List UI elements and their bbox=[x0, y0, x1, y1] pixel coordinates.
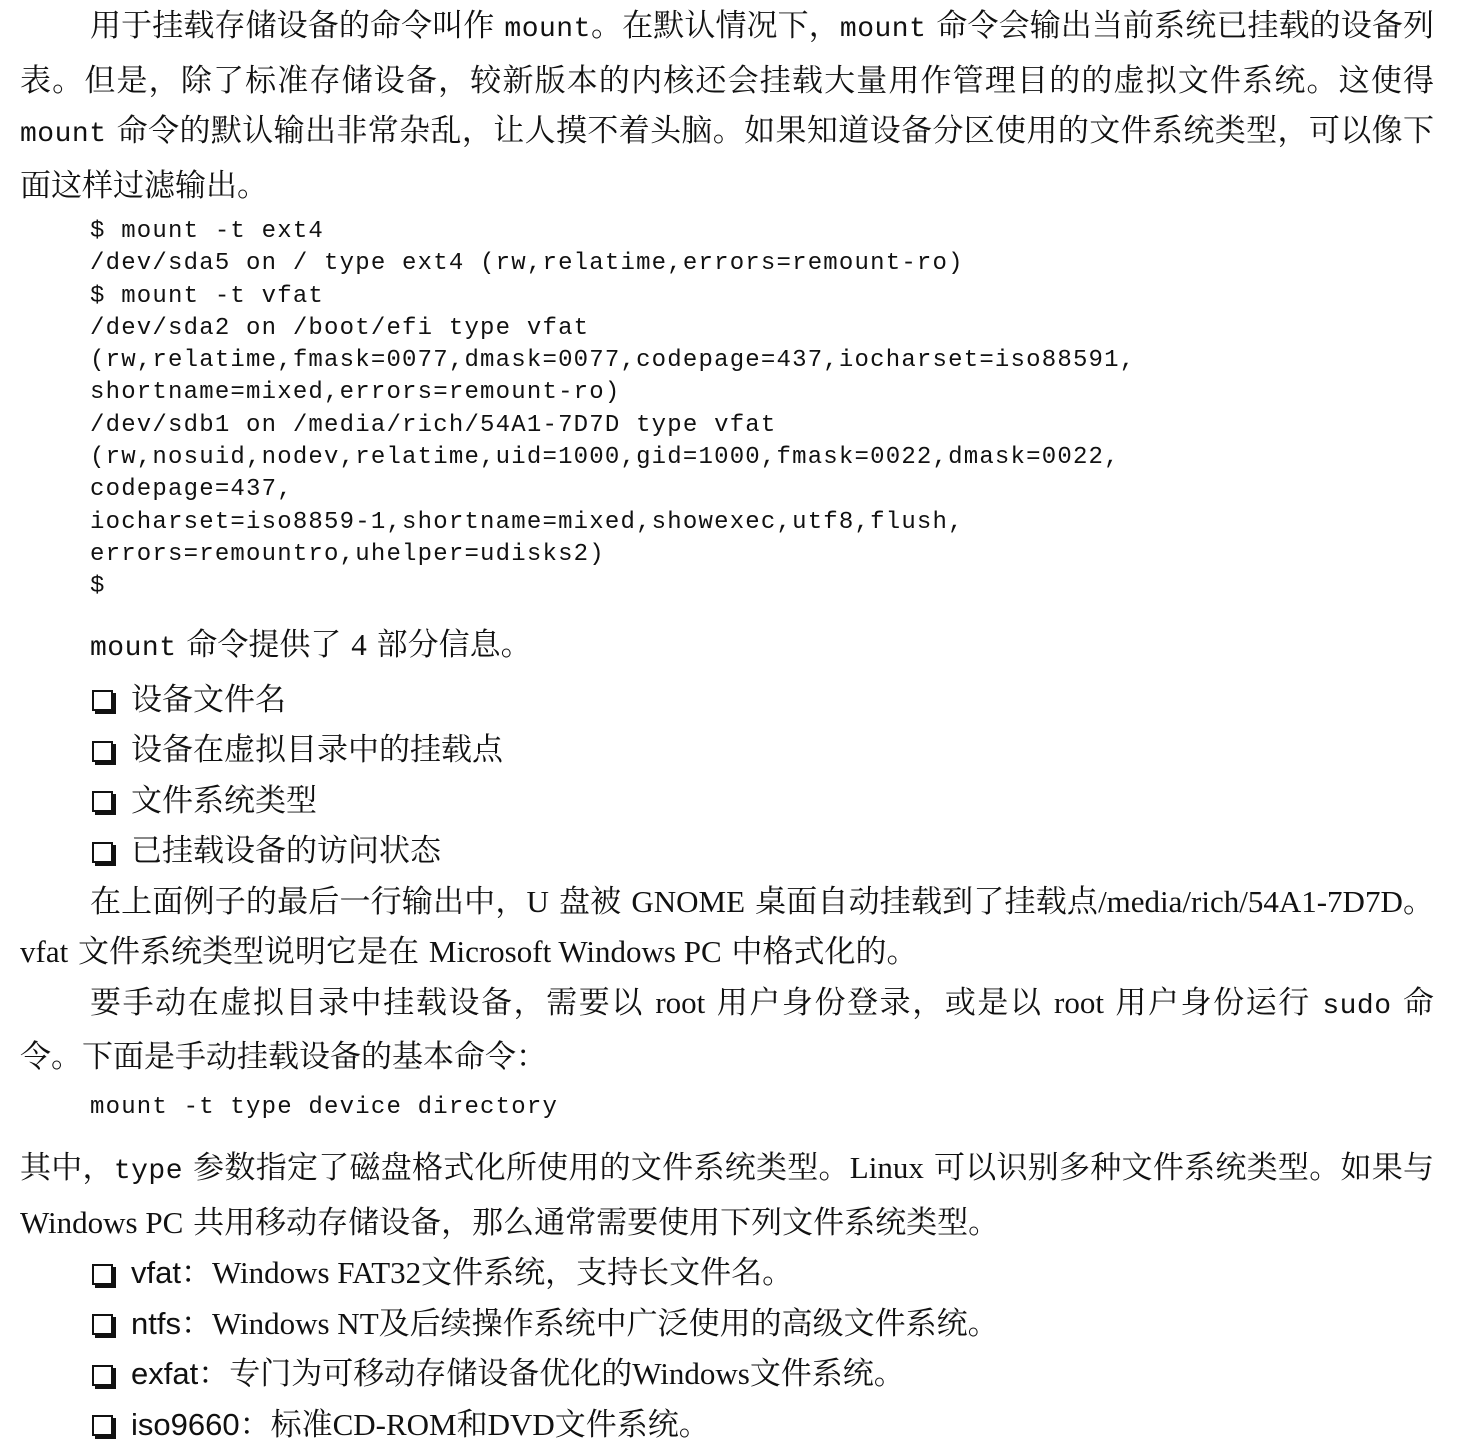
inline-code: mount bbox=[504, 14, 591, 45]
code-line: /dev/sda2 on /boot/efi type vfat bbox=[90, 314, 590, 342]
fs-section bbox=[20, 1143, 1434, 1450]
info-section: mount 命令提供了 4 部分信息。 设备文件名 设备在虚拟目录中的挂载点 文件系统类型 已挂载设备的访问状态 在上面例子的最后一行输出中，U 盘被 GNOME 桌面自动挂载到了挂载点/media/rich/54A1-7D7D。vfat 文件系统类型说明它是在 Microsoft Windows PC 中格式化的。 要手动在虚拟目录中挂载设备，需要以 root 用户身份登录，或是以 root 用户身份运行 sudo 命令。下面是手动挂载设备的基本命令： bbox=[20, 620, 1434, 1083]
inline-code: type bbox=[113, 1156, 184, 1187]
checkbox-bullet-icon bbox=[92, 1415, 113, 1436]
fs-list-item: iso9660 ：标准 CD-ROM 和 DVD 文件系统。 bbox=[20, 1400, 1434, 1451]
fs-list-item: ntfs ： Windows NT 及后续操作系统中广泛使用的高级文件系统。 bbox=[20, 1299, 1434, 1350]
usb-paragraph: 在上面例子的最后一行输出中，U 盘被 GNOME 桌面自动挂载到了挂载点/media/rich/54A1-7D7D。vfat 文件系统类型说明它是在 Microsoft Windows PC 中格式化的。 bbox=[20, 883, 1435, 970]
checkbox-bullet-icon bbox=[92, 741, 113, 762]
fs-list-item: vfat ： Windows FAT32 文件系统，支持长文件名。 bbox=[20, 1248, 1434, 1299]
manual-mount-paragraph: 要手动在虚拟目录中挂载设备，需要以 root 用户身份登录，或是以 root 用户身份运行 sudo 命令。下面是手动挂载设备的基本命令： bbox=[20, 984, 1434, 1075]
code-line: mount -t type device directory bbox=[90, 1094, 559, 1121]
code-line: errors=remountro,uhelper=udisks2) bbox=[90, 540, 605, 568]
checkbox-bullet-icon bbox=[92, 842, 113, 863]
code-line: $ mount -t vfat bbox=[90, 282, 325, 310]
fs-intro-paragraph: 其中，type 参数指定了磁盘格式化所使用的文件系统类型。Linux 可以识别多种文件系统类型。如果与 Windows PC 共用移动存储设备，那么通常需要使用下列文件系统类型。 bbox=[20, 1150, 1435, 1241]
code-line: /dev/sda5 on / type ext4 (rw,relatime,errors=remount-ro) bbox=[90, 250, 964, 278]
list-item: 设备在虚拟目录中的挂载点 bbox=[20, 725, 1434, 776]
code-block-mount-output bbox=[90, 216, 1135, 604]
list-item: 已挂载设备的访问状态 bbox=[20, 826, 1434, 877]
list-item: 设备文件名 bbox=[20, 675, 1434, 726]
checkbox-bullet-icon bbox=[92, 1314, 113, 1335]
code-line: (rw,relatime,fmask=0077,dmask=0077,codepage=437,iocharset=iso88591, bbox=[90, 347, 1136, 375]
code-line: codepage=437, bbox=[90, 476, 293, 504]
code-line: shortname=mixed,errors=remount-ro) bbox=[90, 379, 621, 407]
code-block-mount-syntax bbox=[90, 1092, 558, 1124]
code-line: iocharset=iso8859-1,shortname=mixed,showexec,utf8,flush, bbox=[90, 508, 964, 536]
code-line: (rw,nosuid,nodev,relatime,uid=1000,gid=1000,fmask=0022,dmask=0022, bbox=[90, 444, 1120, 472]
list-item: 文件系统类型 bbox=[20, 776, 1434, 827]
checkbox-bullet-icon bbox=[92, 1365, 113, 1386]
inline-code: mount bbox=[90, 633, 177, 664]
code-line: $ bbox=[90, 573, 106, 601]
inline-code: mount bbox=[839, 14, 927, 45]
inline-code: sudo bbox=[1322, 990, 1392, 1022]
inline-code: mount bbox=[20, 119, 107, 150]
checkbox-bullet-icon bbox=[92, 791, 113, 812]
checkbox-bullet-icon bbox=[92, 690, 113, 711]
code-line: /dev/sdb1 on /media/rich/54A1-7D7D type vfat bbox=[90, 411, 777, 439]
fs-list-item: exfat ：专门为可移动存储设备优化的 Windows 文件系统。 bbox=[20, 1349, 1434, 1400]
code-line: $ mount -t ext4 bbox=[90, 218, 325, 245]
checkbox-bullet-icon bbox=[92, 1264, 113, 1285]
intro-paragraph: 用于挂载存储设备的命令叫作 mount。在默认情况下，mount 命令会输出当前系统已挂载的设备列表。但是，除了标准存储设备，较新版本的内核还会挂载大量用作管理目的的虚拟文件系统。这使得 mount 命令的默认输出非常杂乱，让人摸不着头脑。如果知道设备分区使用的文件系统类型，可以像下面这样过滤输出。 bbox=[20, 8, 1435, 204]
